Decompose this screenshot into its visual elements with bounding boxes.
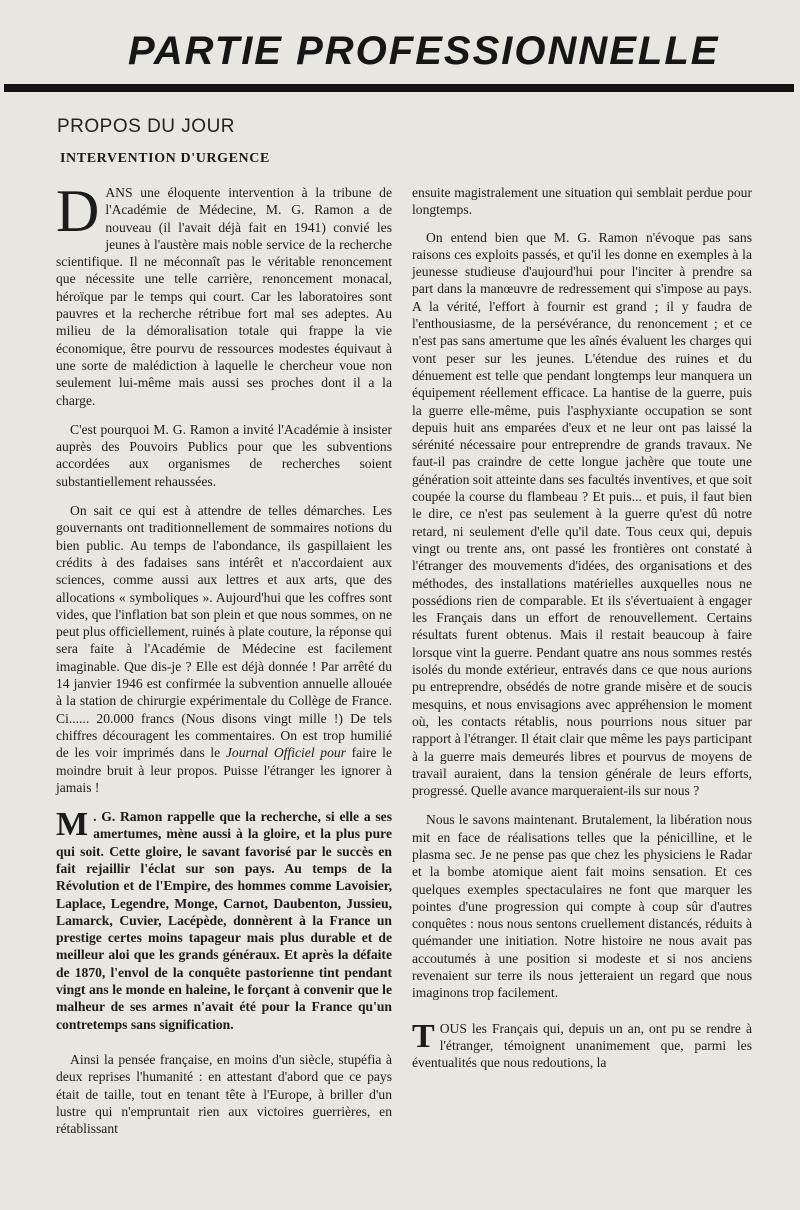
paragraph-4-text: . G. Ramon rappelle que la recherche, si elle a ses amertumes, mène aussi à la gloire, et la plus pure qui soit. Cette gloire, le savant favorisé par le succès en fait rejaillir l'éclat sur son pays. Au temps de la Révolution et de l'Empire, des hommes comme Lavoisier, Laplace, Legendre, Monge, Carnot, Daubenton, Jussieu, Lamarck, Cuvier, Lacépède, donnèrent à la France un prestige certes moins tapageur mais plus durable et de meilleur aloi que les grands généraux. Et après la défaite de 1870, l'envol de la conquête pastorienne tint pendant vingt ans le monde en haleine, le forçant à convenir que le malheur de ses armes n'avait été pour la France qu'un contretemps sans signification.	[56, 809, 392, 1032]
paragraph-r4	[412, 1017, 752, 1072]
dropcap-t: T	[412, 1017, 435, 1055]
paragraph-3-text-a: On sait ce qui est à attendre de telles démarches. Les gouvernants ont traditionnellement de sommaires notions du bien public. Au temps de l'abondance, ils gaspillaient les crédits à des fadaises sans intérêt et n'accordaient aux sciences, comme aussi aux lettres et aux arts, que des allocations « symboliques ». Aujourd'hui que les coffres sont vides, que l'inflation bat son plein et que nous sommes, on ne peut plus officiellement, ruinés à plate couture, la réponse qui sera faite à l'Académie de Médecine est facilement imaginable. Que dis-je ? Elle est déjà donnée ! Par arrêté du 14 janvier 1946 est confirmée la subvention annuelle allouée à la station de chirurgie expérimentale du Collège de France. Ci...... 20.000 francs (Nous disons vingt mille !) De tels chiffres découragent les commentaires. On est trop humilié de les voir imprimés dans le	[56, 503, 392, 761]
paragraph-r4-text: OUS les Français qui, depuis un an, ont pu se rendre à l'étranger, témoignent unanimement que, parmi les éventualités que nous redoutions, la	[412, 1020, 752, 1071]
section-title: PROPOS DU JOUR	[57, 116, 236, 137]
paragraph-5: Ainsi la pensée française, en moins d'un siècle, stupéfia à deux reprises l'humanité : en attestant d'abord que ce pays était de taille, tout en tenant tête à l'Europe, à briller d'un lustre qui n'empruntait rien aux victoires guerrières, en rétablissant	[56, 1051, 392, 1137]
left-column	[56, 178, 392, 1149]
paragraph-r3: Nous le savons maintenant. Brutalement, la libération nous mit en face de réalisations telles que la pénicilline, et le plasma sec. Je ne pense pas que chez les physiciens le Radar et la bombe atomique aient fait moins sensation. Et ces quelques exemples spectaculaires ne font que marquer les pointes d'une progression qui compte à coup sûr d'autres conquêtes : nous nous sentons cruellement distancés, réduits à quémander une initiation. Notre histoire ne nous avait pas accoutumés à une position si modeste et si nos anciens revenaient sur terre ils nous jetteraient un regard que nous imaginons trop facilement.	[412, 812, 752, 1001]
paragraph-r2: On entend bien que M. G. Ramon n'évoque pas sans raisons ces exploits passés, et qu'il les donne en exemples à la jeunesse studieuse d'aujourd'hui pour l'inciter à prendre sa part dans la manœuvre de redressement qui s'impose au pays. A la vérité, l'effort à fournir est grand ; il y faudra de l'enthousiasme, de la persévérance, du renoncement ; et ce n'est pas sans amertume que les aînés évaluent les charges qui vont peser sur les jeunes. L'étendue des ruines et du dénuement est telle que pendant longtemps leur manquera un équipement réellement efficace. La hantise de la guerre, puis la guerre elle-même, puis l'asphyxiante occupation se sont depuis huit ans emparées d'eux et ne leur ont pas laissé la sérénité nécessaire pour entreprendre de grands travaux. Ne faut-il pas craindre de cette longue jachère que toute une génération soit atteinte dans ses facultés inventives, et que soit coupée la course du flambeau ? Et puis... et puis, il faut bien le dire, ce n'est pas seulement à la guerre qu'est dû notre retard, ni seulement d'elle qu'il date. Tous ceux qui, depuis vingt ou trente ans, ont passé les frontières ont constaté à l'étranger des mouvements d'idées, des organisations et des méthodes, des installations matérielles auxquelles nous ne possédions rien de comparable. Et ils s'évertuaient à engager les Français dans un effort de renouvellement. Certains résultats furent obtenus. Mais il restait beaucoup à faire lorsque vint la guerre. Pendant quatre ans nous sommes restés isolés du monde extérieur, entravés dans ce que nous aurions pu entreprendre, obsédés de notre grande misère et de soucis mesquins, et nous envisagions avec appréhension le moment où, les contacts rétablis, nous pourrions nous situer par rapport à l'étranger. Il était clair que même les pays participant à la guerre mais demeurés libres et pourvus de moyens de travail auraient, dans la tension générale de leurs efforts, progressé. Quelle avance marqueraient-ils sur nous ?	[412, 229, 752, 799]
dropcap-d: D	[56, 178, 100, 244]
heading-rule	[4, 84, 794, 92]
paragraph-1-text: ANS une éloquente intervention à la tribune de l'Académie de Médecine, M. G. Ramon a de nouveau (il l'avait déjà fait en 1941) convié les jeunes à l'austère mais noble service de la recherche scientifique. Il ne méconnaît pas le véritable renoncement que nécessite une telle carrière, renoncement monacal, héroïque par le temps qui court. Car les laboratoires sont pauvres et la recherche rétribue fort mal ses adeptes. Au milieu de la démoralisation totale qui frappe la vie économique, être pourvu de ressources modestes équivaut à une sorte de malédiction à laquelle le chercheur voue non seulement lui-même mais aussi ses proches dont il a la charge.	[56, 185, 392, 408]
paragraph-4	[56, 808, 392, 1033]
paragraph-3	[56, 502, 392, 796]
journal-officiel-italic: Journal Officiel pour	[225, 745, 346, 761]
right-column	[412, 184, 752, 1084]
paragraph-r1: ensuite magistralement une situation qui semblait perdue pour longtemps.	[412, 185, 752, 218]
paragraph-2: C'est pourquoi M. G. Ramon a invité l'Académie à insister auprès des Pouvoirs Publics pour que les subventions accordées aux organismes de recherches soient substantiellement rehaussées.	[56, 421, 392, 489]
paragraph-3-text-b: faire le moindre bruit à leur propos. Puisse l'étranger les ignorer à jamais !	[56, 745, 392, 795]
article-subtitle: INTERVENTION D'URGENCE	[60, 151, 270, 166]
page-heading: PARTIE PROFESSIONNELLE	[128, 29, 720, 73]
dropcap-m: M	[56, 806, 89, 844]
paragraph-1	[56, 178, 392, 409]
